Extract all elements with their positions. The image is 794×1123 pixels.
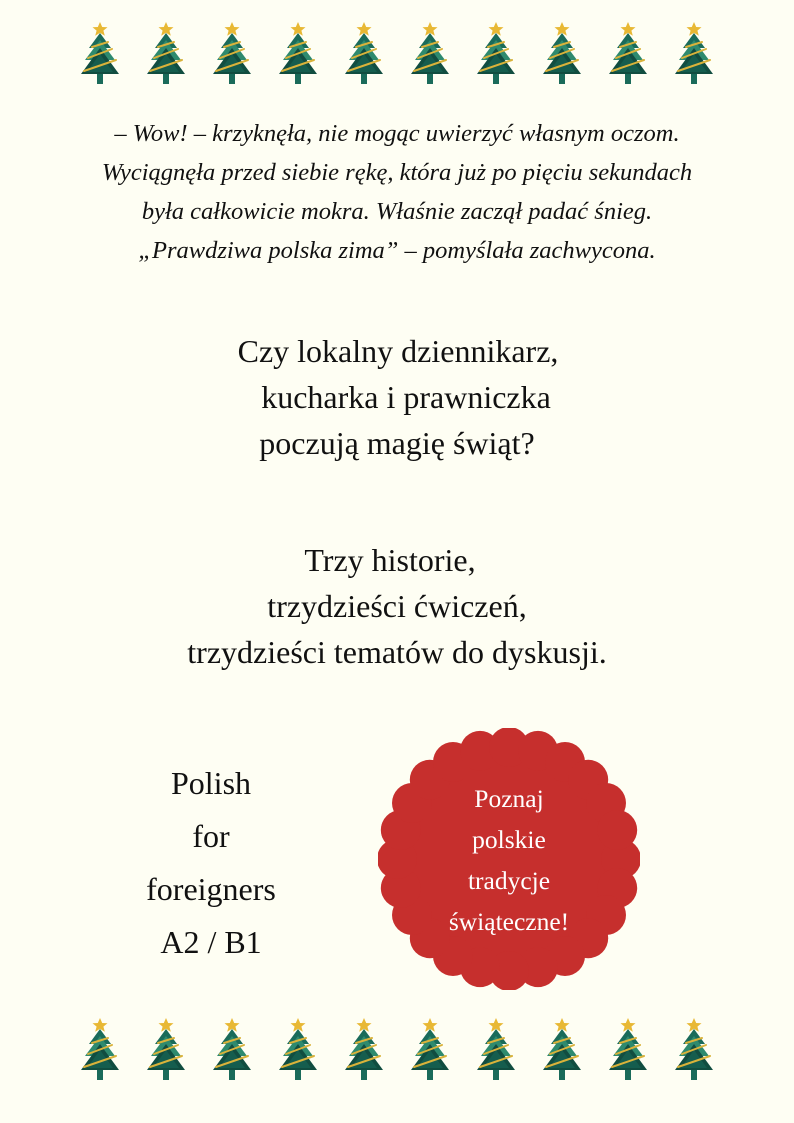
level-line: foreigners [146,871,276,907]
christmas-tree-icon [208,1016,256,1088]
christmas-tree-icon [142,20,190,92]
opening-quote [0,114,794,270]
traditions-badge [378,728,640,990]
christmas-tree-icon [340,20,388,92]
christmas-tree-icon [76,20,124,92]
christmas-tree-icon [604,20,652,92]
top-tree-border [0,20,794,92]
christmas-tree-icon [604,1016,652,1088]
summary-line: Trzy historie, [304,542,476,578]
badge-line: tradycje [467,866,551,895]
christmas-tree-icon [274,1016,322,1088]
christmas-tree-icon [538,1016,586,1088]
question-line: Czy lokalny dziennikarz, [237,333,559,369]
level-line: Polish [170,765,252,801]
christmas-tree-icon [274,20,322,92]
christmas-tree-icon [472,20,520,92]
book-contents-summary [0,537,794,675]
christmas-tree-icon [340,1016,388,1088]
christmas-tree-icon [406,1016,454,1088]
badge-line: polskie [472,825,546,854]
question-line: kucharka i prawniczka [261,379,551,415]
badge-line: świąteczne! [448,907,570,936]
christmas-tree-icon [670,20,718,92]
quote-line: – Wow! – krzyknęła, nie mogąc uwierzyć własnym oczom. [114,120,680,147]
bottom-tree-border [0,1016,794,1088]
level-line: for [192,818,230,854]
christmas-tree-icon [670,1016,718,1088]
summary-line: trzydzieści tematów do dyskusji. [187,634,607,670]
christmas-tree-icon [76,1016,124,1088]
headline-question [0,328,794,466]
christmas-tree-icon [406,20,454,92]
level-line: A2 / B1 [160,924,262,960]
quote-line: była całkowicie mokra. Właśnie zaczął padać śnieg. [141,198,653,225]
christmas-tree-icon [142,1016,190,1088]
christmas-tree-icon [208,20,256,92]
badge-line: Poznaj [474,784,544,813]
christmas-tree-icon [538,20,586,92]
badge-text [378,778,640,942]
quote-line: „Prawdziwa polska zima” – pomyślała zachwycona. [138,237,656,264]
summary-line: trzydzieści ćwiczeń, [267,588,527,624]
christmas-tree-icon [472,1016,520,1088]
language-level-label [118,757,304,969]
quote-line: Wyciągnęła przed siebie rękę, która już po pięciu sekundach [101,159,693,186]
question-line: poczują magię świąt? [259,425,535,461]
